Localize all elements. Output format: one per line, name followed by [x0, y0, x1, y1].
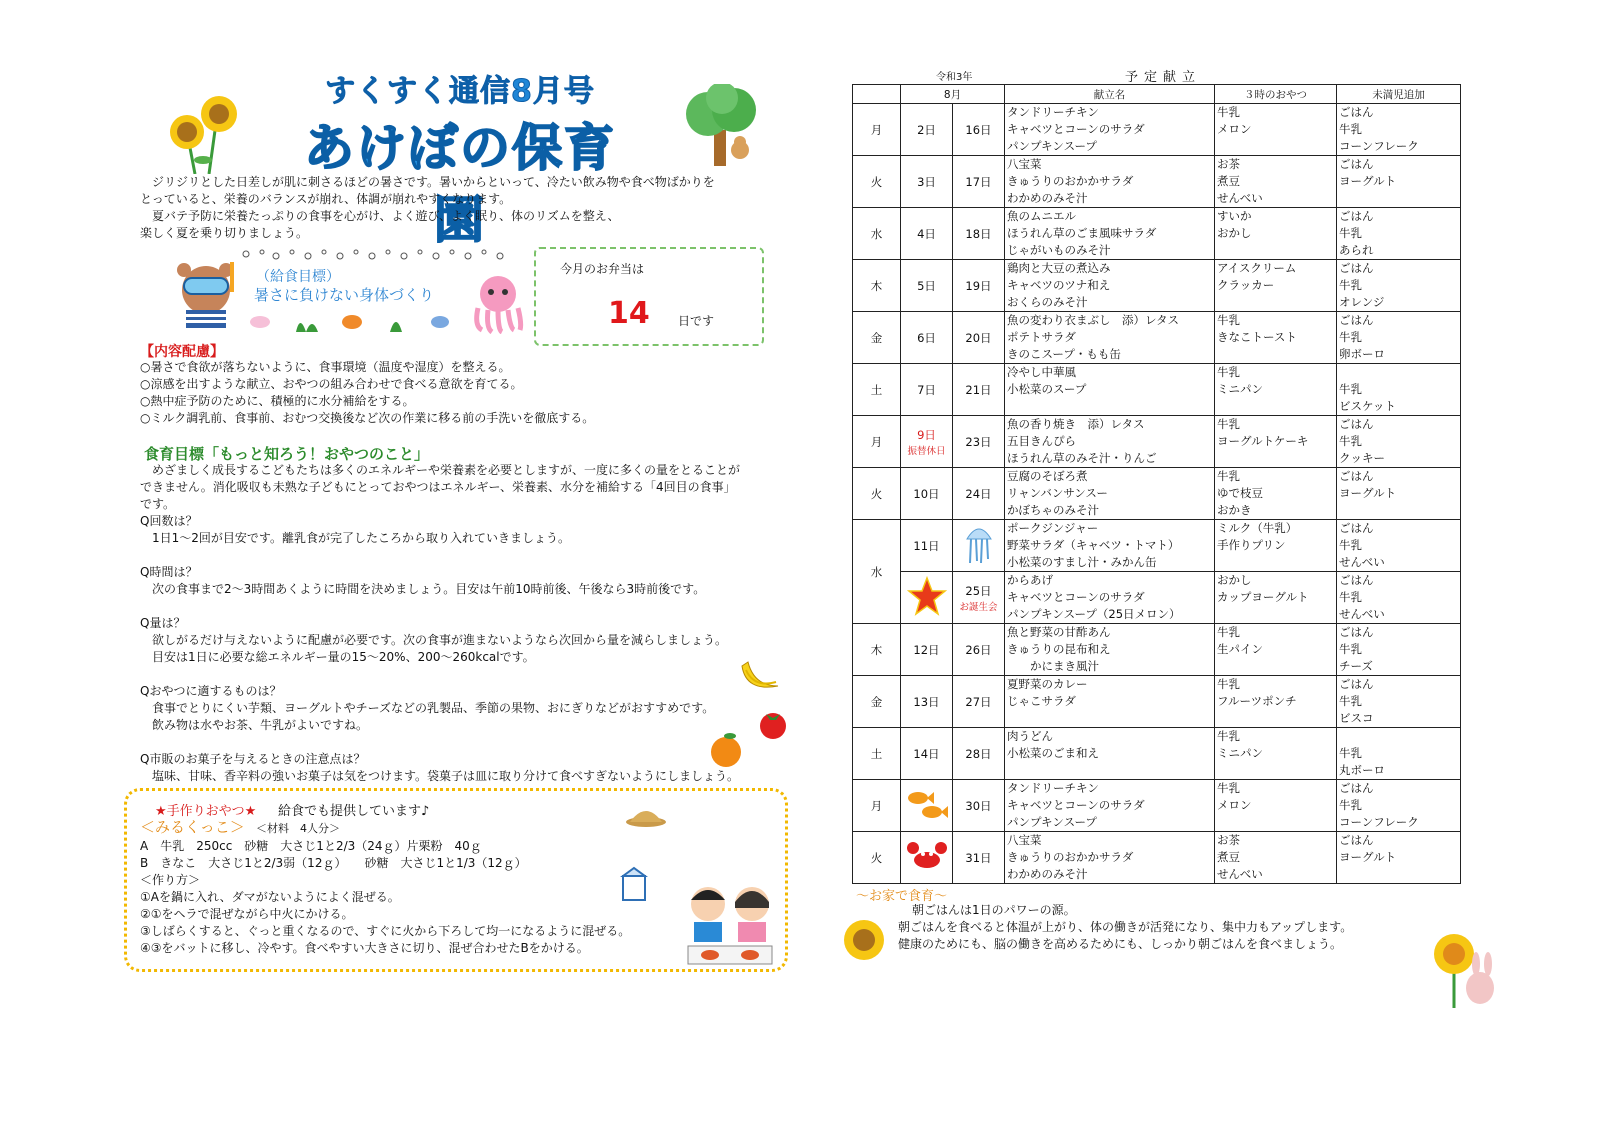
extra-cell: ごはん 牛乳 あられ [1337, 208, 1461, 260]
extra-cell: ごはん 牛乳 コーンフレーク [1337, 104, 1461, 156]
lunch-goal-label: （給食目標） [256, 269, 340, 285]
snack-cell: アイスクリーム クラッカー [1215, 260, 1337, 312]
date-cell: 5日 [901, 260, 953, 312]
recipe-line: ①Aを鍋に入れ、ダマがないようによく混ぜる。 [140, 890, 400, 904]
dish-cell: 魚のムニエル ほうれん草のごま風味サラダ じゃがいものみそ汁 [1005, 208, 1215, 260]
table-row [853, 312, 1461, 364]
date-cell [901, 832, 953, 884]
snack-cell: 牛乳 ミニパン [1215, 364, 1337, 416]
date-cell: 30日 [953, 780, 1005, 832]
weekday-cell: 月 [853, 416, 901, 468]
date-cell: 20日 [953, 312, 1005, 364]
milk-carton-icon [620, 866, 648, 902]
date-cell: 17日 [953, 156, 1005, 208]
snack-cell: お茶 煮豆 せんべい [1215, 156, 1337, 208]
kinako-icon [624, 800, 668, 828]
extra-cell: ごはん ヨーグルト [1337, 468, 1461, 520]
recipe-line: ＜作り方＞ [140, 873, 201, 887]
care-item: ○熱中症予防のために、積極的に水分補給をする。 [140, 394, 415, 408]
dish-cell: タンドリーチキン キャベツとコーンのサラダ パンプキンスープ [1005, 780, 1215, 832]
intro-line: 夏バテ予防に栄養たっぷりの食事を心がけ、よく遊び、よく眠り、体のリズムを整え、 [140, 209, 620, 223]
table-row [853, 520, 1461, 572]
bento-unit: 日です [678, 314, 715, 328]
extra-cell: ごはん ヨーグルト [1337, 832, 1461, 884]
extra-cell: ごはん 牛乳 オレンジ [1337, 260, 1461, 312]
table-row [853, 624, 1461, 676]
snack-cell: お茶 煮豆 せんべい [1215, 832, 1337, 884]
weekday-cell: 月 [853, 780, 901, 832]
snack-cell: おかし カップヨーグルト [1215, 572, 1337, 624]
bubble-dots-decoration [240, 244, 520, 264]
extra-cell: ごはん 牛乳 チーズ [1337, 624, 1461, 676]
starfish-icon [907, 576, 947, 616]
snack-cell: 牛乳 きなこトースト [1215, 312, 1337, 364]
dish-cell: 八宝菜 きゅうりのおかかサラダ わかめのみそ汁 [1005, 832, 1215, 884]
intro-line: ジリジリとした日差しが肌に刺さるほどの暑さです。暑いからといって、冷たい飲み物や食べ物ばかりを [140, 175, 715, 189]
date-cell [953, 520, 1005, 572]
date-cell: 24日 [953, 468, 1005, 520]
table-row [853, 364, 1461, 416]
food-goal-intro: めざましく成長するこどもたちは多くのエネルギーや栄養素を必要としますが、一度に多くの量をとることが [140, 463, 741, 477]
dish-cell: 魚の香り焼き 添）レタス 五目きんぴら ほうれん草のみそ汁・りんご [1005, 416, 1215, 468]
snack-cell: ミルク（牛乳） 手作りプリン [1215, 520, 1337, 572]
qa-answer: 欲しがるだけ与えないように配慮が必要です。次の食事が進まないようなら次回から量を減らしましょう。 [140, 633, 728, 647]
care-item: ○暑さで食欲が落ちないように、食事環境（温度や湿度）を整える。 [140, 360, 511, 374]
fish-icon [904, 786, 950, 822]
extra-cell: ごはん 牛乳 せんべい [1337, 520, 1461, 572]
qa-question: Q市販のお菓子を与えるときの注意点は？ [140, 752, 366, 766]
dish-cell: からあげ キャベツとコーンのサラダ パンプキンスープ（25日メロン） [1005, 572, 1215, 624]
table-row [853, 208, 1461, 260]
birthday-note: お誕生会 [959, 601, 998, 613]
recipe-line: ②①をヘラで混ぜながら中火にかける。 [140, 907, 354, 921]
menu-header-snack: ３時のおやつ [1215, 85, 1337, 104]
dish-cell: 冷やし中華風 小松菜のスープ [1005, 364, 1215, 416]
date-cell: 21日 [953, 364, 1005, 416]
extra-cell: ごはん 牛乳 クッキー [1337, 416, 1461, 468]
table-row [853, 468, 1461, 520]
table-row [853, 572, 1461, 624]
weekday-cell: 火 [853, 468, 901, 520]
sunflower-icon [842, 918, 886, 962]
extra-cell: 牛乳 ビスケット [1337, 364, 1461, 416]
qa-question: Q回数は？ [140, 514, 198, 528]
qa-answer: 目安は1日に必要な総エネルギー量の15～20%、200～260kcalです。 [140, 650, 535, 664]
recipe-subtitle: 給食でも提供しています♪ [278, 804, 430, 819]
dish-cell: 魚の変わり衣まぶし 添）レタス ポテトサラダ きのこスープ・もも缶 [1005, 312, 1215, 364]
intro-line: 楽しく夏を乗り切りましょう。 [140, 226, 309, 240]
weekday-cell: 金 [853, 312, 901, 364]
food-goal-intro: です。 [140, 497, 176, 511]
snack-cell: 牛乳 ミニパン [1215, 728, 1337, 780]
date-cell: 2日 [901, 104, 953, 156]
snack-cell: 牛乳 メロン [1215, 780, 1337, 832]
table-row [853, 780, 1461, 832]
weekday-cell: 金 [853, 676, 901, 728]
weekday-cell: 土 [853, 728, 901, 780]
date-cell: 4日 [901, 208, 953, 260]
menu-era: 令和3年 [936, 72, 973, 83]
recipe-ingredients-note: ＜材料 4人分＞ [256, 822, 340, 835]
date-cell: 7日 [901, 364, 953, 416]
recipe-name: ＜みるくっこ＞ [140, 818, 245, 836]
weekday-cell: 木 [853, 260, 901, 312]
date-value: 25日 [965, 583, 992, 598]
date-cell [901, 416, 953, 468]
date-cell: 13日 [901, 676, 953, 728]
date-cell: 19日 [953, 260, 1005, 312]
table-row [853, 728, 1461, 780]
newsletter-title: すくすく通信8月号 [325, 74, 595, 109]
care-heading: 【内容配慮】 [140, 344, 224, 360]
menu-header-dish: 献立名 [1005, 85, 1215, 104]
weekday-cell: 水 [853, 520, 901, 624]
extra-cell: ごはん ヨーグルト [1337, 156, 1461, 208]
table-row [853, 832, 1461, 884]
nursery-name: あけぼの保育園 [304, 119, 616, 249]
care-item: ○ミルク調乳前、食事前、おむつ交換後など次の作業に移る前の手洗いを徹底する。 [140, 411, 595, 425]
table-row [853, 416, 1461, 468]
sunflower-icon [165, 92, 245, 174]
snack-cell: 牛乳 メロン [1215, 104, 1337, 156]
care-item: ○涼感を出すような献立、おやつの組み合わせで食べる意欲を育てる。 [140, 377, 523, 391]
home-food-line: 朝ごはんを食べると体温が上がり、体の働きが活発になり、集中力もアップします。 [898, 920, 1353, 934]
tomato-icon [756, 708, 790, 740]
home-food-title: ～お家で食育～ [856, 889, 948, 904]
weekday-cell: 火 [853, 832, 901, 884]
date-cell: 27日 [953, 676, 1005, 728]
date-cell: 31日 [953, 832, 1005, 884]
snack-cell: すいか おかし [1215, 208, 1337, 260]
date-cell [901, 780, 953, 832]
extra-cell: ごはん 牛乳 せんべい [1337, 572, 1461, 624]
table-row [853, 260, 1461, 312]
extra-cell: 牛乳 丸ボーロ [1337, 728, 1461, 780]
dish-cell: 夏野菜のカレー じゃこサラダ [1005, 676, 1215, 728]
date-cell [901, 572, 953, 624]
qa-answer: 飲み物は水やお茶、牛乳がよいですね。 [140, 718, 369, 732]
table-row [853, 104, 1461, 156]
date-cell: 26日 [953, 624, 1005, 676]
extra-cell: ごはん 牛乳 ビスコ [1337, 676, 1461, 728]
tree-icon [680, 84, 764, 168]
snack-cell: 牛乳 ゆで枝豆 おかき [1215, 468, 1337, 520]
date-value: 9日 [917, 427, 936, 442]
weekday-cell: 月 [853, 104, 901, 156]
extra-cell: ごはん 牛乳 コーンフレーク [1337, 780, 1461, 832]
menu-header-extra: 未満児追加 [1337, 85, 1461, 104]
holiday-note: 振替休日 [907, 445, 946, 457]
snack-cell: 牛乳 生パイン [1215, 624, 1337, 676]
dish-cell: タンドリーチキン キャベツとコーンのサラダ パンプキンスープ [1005, 104, 1215, 156]
date-cell: 16日 [953, 104, 1005, 156]
recipe-line: ③しばらくすると、ぐっと重くなるので、すぐに火から下ろして均一になるように混ぜる。 [140, 924, 631, 938]
menu-title: 予定献立 [1125, 70, 1202, 85]
sea-creatures-decoration [240, 304, 470, 334]
bento-count: 14 [608, 296, 650, 331]
qa-answer: 次の食事まで2～3時間あくように時間を決めましょう。目安は午前10時前後、午後なら3時前後です。 [140, 582, 706, 596]
dish-cell: 豆腐のそぼろ煮 リャンバンサンスー かぼちゃのみそ汁 [1005, 468, 1215, 520]
dish-cell: ポークジンジャー 野菜サラダ（キャベツ・トマト） 小松菜のすまし汁・みかん缶 [1005, 520, 1215, 572]
orange-icon [706, 730, 746, 768]
qa-question: Q時間は？ [140, 565, 198, 579]
crab-icon [905, 840, 949, 872]
table-row [853, 156, 1461, 208]
snack-cell: 牛乳 フルーツポンチ [1215, 676, 1337, 728]
date-cell: 23日 [953, 416, 1005, 468]
banana-icon [738, 656, 782, 696]
bear-diver-icon [168, 256, 248, 330]
lunch-goal-text: 暑さに負けない身体づくり [254, 286, 435, 304]
qa-question: Qおやつに適するものは？ [140, 684, 282, 698]
table-row [853, 676, 1461, 728]
bento-label: 今月のお弁当は [560, 262, 645, 276]
qa-question: Q量は？ [140, 616, 186, 630]
food-goal-heading: 食育目標「もっと知ろう！おやつのこと」 [144, 445, 430, 463]
octopus-icon [468, 270, 528, 334]
qa-answer: 1日1～2回が目安です。離乳食が完了したころから取り入れていきましょう。 [140, 531, 570, 545]
menu-header-month: 8月 [901, 85, 1005, 104]
menu-header-blank [853, 85, 901, 104]
jellyfish-icon [964, 523, 994, 565]
recipe-title: ★手作りおやつ★ [155, 804, 257, 819]
weekday-cell: 火 [853, 156, 901, 208]
children-icon [684, 878, 776, 968]
date-cell: 14日 [901, 728, 953, 780]
date-cell: 28日 [953, 728, 1005, 780]
weekday-cell: 水 [853, 208, 901, 260]
qa-answer: 食事でとりにくい芋類、ヨーグルトやチーズなどの乳製品、季節の果物、おにぎりなどがおすすめです。 [140, 701, 715, 715]
snack-cell: 牛乳 ヨーグルトケーキ [1215, 416, 1337, 468]
food-goal-intro: できません。消化吸収も未熟な子どもにとっておやつはエネルギー、栄養素、水分を補給する「4回目の食事」 [140, 480, 736, 494]
extra-cell: ごはん 牛乳 卵ボーロ [1337, 312, 1461, 364]
menu-table [852, 84, 1461, 884]
dish-cell: 鶏肉と大豆の煮込み キャベツのツナ和え おくらのみそ汁 [1005, 260, 1215, 312]
date-cell [953, 572, 1005, 624]
date-cell: 10日 [901, 468, 953, 520]
recipe-line: ④③をバットに移し、冷やす。食べやすい大きさに切り、混ぜ合わせたBをかける。 [140, 941, 589, 955]
date-cell: 11日 [901, 520, 953, 572]
date-cell: 18日 [953, 208, 1005, 260]
dish-cell: 魚と野菜の甘酢あん きゅうりの昆布和え かにまき風汁 [1005, 624, 1215, 676]
dish-cell: 肉うどん 小松菜のごま和え [1005, 728, 1215, 780]
date-cell: 3日 [901, 156, 953, 208]
qa-answer: 塩味、甘味、香辛料の強いお菓子は気をつけます。袋菓子は皿に取り分けて食べすぎないようにしましょう。 [140, 769, 740, 783]
weekday-cell: 木 [853, 624, 901, 676]
date-cell: 6日 [901, 312, 953, 364]
bunny-sunflower-icon [1428, 932, 1508, 1008]
intro-line: とっていると、栄養のバランスが崩れ、体調が崩れやすくなります。 [140, 192, 512, 206]
date-cell: 12日 [901, 624, 953, 676]
dish-cell: 八宝菜 きゅうりのおかかサラダ わかめのみそ汁 [1005, 156, 1215, 208]
menu-header-row [853, 85, 1461, 104]
home-food-line: 健康のためにも、脳の働きを高めるためにも、しっかり朝ごはんを食べましょう。 [898, 937, 1343, 951]
weekday-cell: 土 [853, 364, 901, 416]
recipe-line: A 牛乳 250cc 砂糖 大さじ1と2/3（24ｇ）片栗粉 40ｇ [140, 839, 482, 853]
home-food-line: 朝ごはんは1日のパワーの源。 [912, 903, 1076, 917]
recipe-line: B きなこ 大さじ1と2/3弱（12ｇ） 砂糖 大さじ1と1/3（12ｇ） [140, 856, 527, 870]
